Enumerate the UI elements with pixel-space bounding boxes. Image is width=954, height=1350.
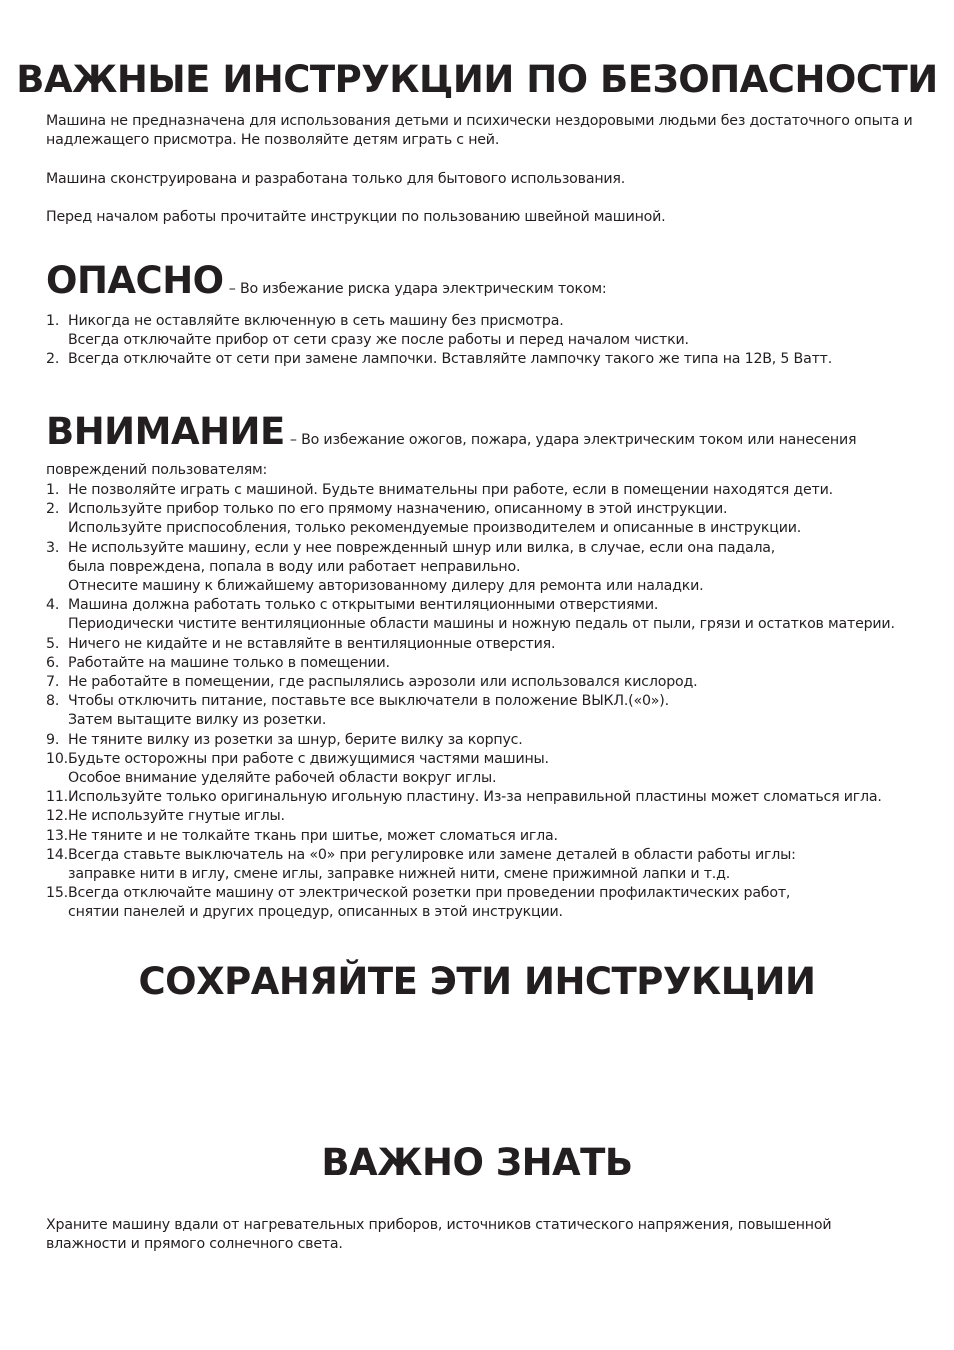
- list-item: [46, 846, 916, 884]
- list-item-number: 6.: [46, 654, 60, 671]
- list-item-number: 2.: [46, 351, 60, 368]
- list-item-number: 14.: [46, 846, 68, 863]
- danger-note: – Во избежание риска удара электрическим током:: [228, 281, 607, 297]
- list-item-number: 9.: [46, 731, 60, 748]
- list-item-text: Используйте приспособления, только рекомендуемые производителем и описанные в инструкции.: [68, 520, 802, 537]
- list-item: [46, 350, 916, 369]
- warning-list: [46, 481, 916, 923]
- list-item: [46, 750, 916, 788]
- important-to-know-text: Храните машину вдали от нагревательных приборов, источников статического напряжения, повышенной влажности и прямого солнечного света.: [46, 1217, 832, 1252]
- list-item: [46, 312, 916, 350]
- list-item: [46, 500, 916, 538]
- list-item: [46, 596, 916, 634]
- list-item-text: Не используйте гнутые иглы.: [68, 808, 285, 825]
- list-item: [46, 539, 916, 597]
- list-item-text: Чтобы отключить питание, поставьте все выключатели в положение ВЫКЛ.(«0»).: [68, 693, 669, 710]
- list-item-number: 7.: [46, 674, 60, 691]
- list-item-text: была повреждена, попала в воду или работает неправильно.: [68, 558, 521, 575]
- list-item-number: 1.: [46, 482, 60, 498]
- warning-note: – Во избежание ожогов, пожара, удара электрическим током или нанесения: [289, 432, 857, 448]
- list-item-text: заправке нити в иглу, смене иглы, заправке нижней нити, смене прижимной лапки и т.д.: [68, 866, 731, 883]
- main-title: ВАЖНЫЕ ИНСТРУКЦИИ ПО БЕЗОПАСНОСТИ: [16, 58, 938, 101]
- list-item-number: 8.: [46, 693, 60, 710]
- save-instructions-title: СОХРАНЯЙТЕ ЭТИ ИНСТРУКЦИИ: [138, 960, 816, 1003]
- danger-list: [46, 312, 916, 370]
- list-item-text: Всегда ставьте выключатель на «0» при регулировке или замене деталей в области работы иглы:: [68, 846, 796, 863]
- important-to-know-title: ВАЖНО ЗНАТЬ: [321, 1141, 633, 1184]
- list-item-text: Используйте только оригинальную игольную пластину. Из-за неправильной пластины может сломаться игла.: [68, 789, 882, 806]
- list-item-text: Периодически чистите вентиляционные области машины и ножную педаль от пыли, грязи и остатков материи.: [68, 616, 895, 633]
- warning-heading: ВНИМАНИЕ: [46, 410, 285, 453]
- list-item-text: Работайте на машине только в помещении.: [68, 654, 390, 671]
- list-item-text: Всегда отключайте машину от электрической розетки при проведении профилактических работ,: [68, 885, 791, 902]
- list-item: [46, 673, 916, 692]
- list-item: [46, 884, 916, 922]
- warning-note-continuation: повреждений пользователям:: [46, 462, 268, 478]
- list-item: [46, 635, 916, 654]
- list-item-text: Ничего не кидайте и не вставляйте в вентиляционные отверстия.: [68, 635, 556, 652]
- list-item-number: 2.: [46, 501, 60, 518]
- danger-heading-row: [46, 259, 606, 302]
- list-item-text: Не позволяйте играть с машиной. Будьте внимательны при работе, если в помещении находятся дети.: [68, 482, 833, 498]
- list-item-number: 1.: [46, 313, 60, 329]
- list-item-text: Не используйте машину, если у нее поврежденный шнур или вилка, в случае, если она падала,: [68, 539, 776, 556]
- warning-heading-row: [46, 410, 856, 453]
- list-item-text: Затем вытащите вилку из розетки.: [68, 712, 327, 729]
- intro-paragraph-2: Машина сконструирована и разработана только для бытового использования.: [46, 171, 626, 187]
- list-item-number: 5.: [46, 635, 60, 652]
- list-item-text: Машина должна работать только с открытыми вентиляционными отверстиями.: [68, 597, 659, 614]
- list-item-number: 11.: [46, 789, 68, 806]
- list-item-number: 12.: [46, 808, 68, 825]
- danger-heading: ОПАСНО: [46, 259, 224, 302]
- list-item-number: 15.: [46, 885, 68, 902]
- list-item: [46, 692, 916, 730]
- list-item-text: Не тяните вилку из розетки за шнур, берите вилку за корпус.: [68, 731, 523, 748]
- list-item-number: 3.: [46, 539, 60, 556]
- intro-paragraph-3: Перед началом работы прочитайте инструкции по пользованию швейной машиной.: [46, 209, 666, 225]
- list-item-text: Используйте прибор только по его прямому назначению, описанному в этой инструкции.: [68, 501, 728, 518]
- list-item-text: Будьте осторожны при работе с движущимися частями машины.: [68, 750, 549, 767]
- list-item-number: 13.: [46, 827, 68, 844]
- list-item: [46, 731, 916, 750]
- list-item-text: Никогда не оставляйте включенную в сеть машину без присмотра.: [68, 313, 564, 329]
- list-item: [46, 481, 916, 500]
- list-item-text: Не тяните и не толкайте ткань при шитье, может сломаться игла.: [68, 827, 558, 844]
- intro-paragraph-1: Машина не предназначена для использования детьми и психически нездоровыми людьми без достаточного опыта и надлежащего присмотра. Не позволяйте детям играть с ней.: [46, 113, 913, 148]
- list-item: [46, 827, 916, 846]
- list-item-text: Всегда отключайте от сети при замене лампочки. Вставляйте лампочку такого же типа на 12В, 5 Ватт.: [68, 351, 833, 368]
- list-item-text: Всегда отключайте прибор от сети сразу же после работы и перед началом чистки.: [68, 332, 689, 349]
- list-item: [46, 788, 916, 807]
- list-item-number: 10.: [46, 750, 68, 767]
- list-item-text: снятии панелей и других процедур, описанных в этой инструкции.: [68, 904, 563, 921]
- list-item: [46, 807, 916, 826]
- list-item-text: Не работайте в помещении, где распылялись аэрозоли или использовался кислород.: [68, 674, 698, 691]
- list-item-text: Особое внимание уделяйте рабочей области вокруг иглы.: [68, 770, 497, 787]
- list-item: [46, 654, 916, 673]
- list-item-text: Отнесите машину к ближайшему авторизованному дилеру для ремонта или наладки.: [68, 578, 704, 595]
- list-item-number: 4.: [46, 597, 60, 614]
